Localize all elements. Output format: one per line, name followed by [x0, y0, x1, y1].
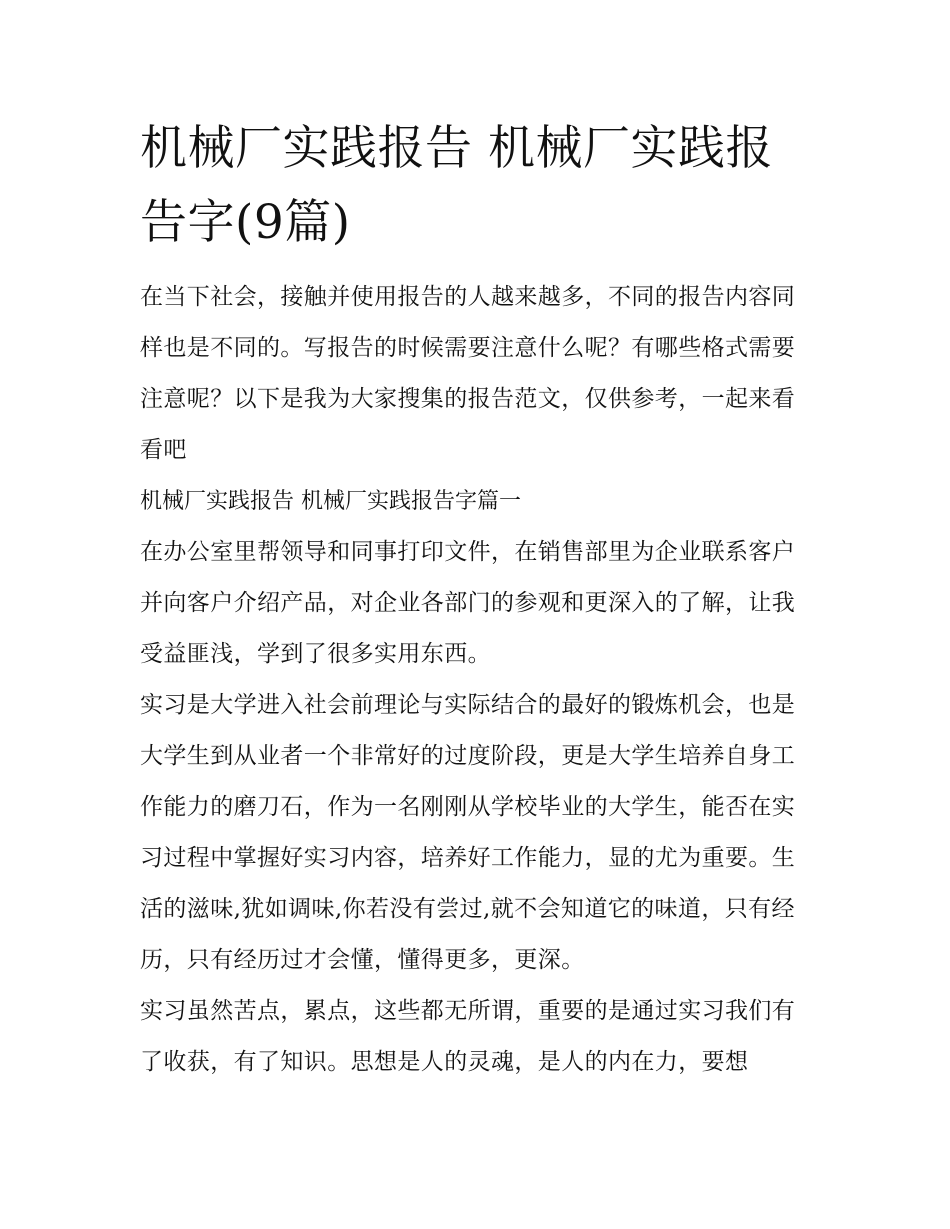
body-paragraph: 实习是大学进入社会前理论与实际结合的最好的锻炼机会，也是大学生到从业者一个非常好的过度阶段，更是大学生培养自身工作能力的磨刀石，作为一名刚刚从学校毕业的大学生，能否在实习过程中掌握好实习内容，培养好工作能力，显的尤为重要。生活的滋味,犹如调味,你若没有尝过,就不会知道它的味道，只有经历，只有经历过才会懂，懂得更多，更深。 — [140, 692, 796, 973]
document-body — [140, 272, 812, 1088]
body-paragraph: 实习虽然苦点，累点，这些都无所谓，重要的是通过实习我们有了收获，有了知识。思想是人的灵魂，是人的内在力，要想 — [140, 998, 796, 1075]
document-title: 机械厂实践报告 机械厂实践报告字(9篇) — [140, 121, 773, 250]
intro-paragraph: 在当下社会，接触并使用报告的人越来越多，不同的报告内容同样也是不同的。写报告的时候需要注意什么呢？有哪些格式需要注意呢？以下是我为大家搜集的报告范文，仅供参考，一起来看看吧 — [140, 284, 796, 463]
section-heading: 机械厂实践报告 机械厂实践报告字篇一 — [140, 489, 521, 514]
document-page — [140, 112, 812, 1088]
body-paragraph: 在办公室里帮领导和同事打印文件，在销售部里为企业联系客户并向客户介绍产品，对企业各部门的参观和更深入的了解，让我受益匪浅，学到了很多实用东西。 — [140, 539, 796, 667]
